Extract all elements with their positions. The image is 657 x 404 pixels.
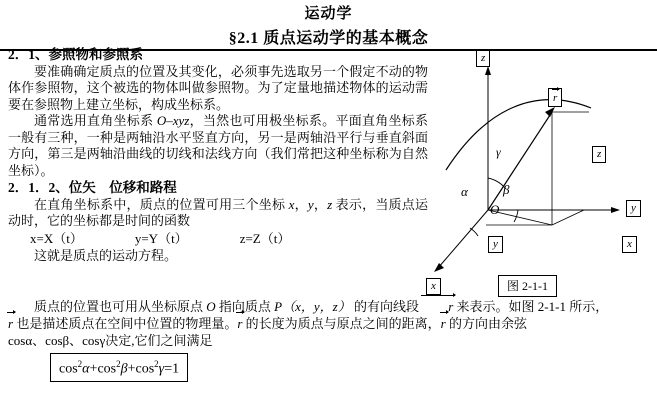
figure-2-1-1 (426, 50, 654, 300)
paragraph-3: 在直角坐标系中，质点的位置可用三个坐标 x，y，z 表示，当质点运动时，它的坐标都是时间的函数 (8, 196, 428, 228)
figure-label-x-right: x (622, 236, 637, 253)
formula-plus-2: + (127, 361, 136, 377)
paragraph-5-part-b: 指向质点 (215, 299, 275, 314)
page-title: 运动学 (304, 6, 353, 22)
cos-gamma-label: cosγ (82, 333, 106, 348)
paragraph-5-part-d: 来表示。如图 2-1-1 所示， (453, 299, 609, 314)
formula-plus-1: + (89, 361, 98, 377)
figure-angle-gamma: γ (496, 145, 501, 159)
figure-label-x-left: x (426, 278, 441, 295)
figure-label-y-right: y (626, 200, 641, 217)
paragraph-5-part-c: 的有向线段 (350, 299, 423, 314)
formula-sup-1: 2 (77, 359, 83, 369)
paragraph-6 (8, 315, 651, 332)
paragraph-5 (8, 298, 651, 315)
symbol-alpha: α (25, 333, 33, 348)
symbol-z: z (327, 196, 333, 212)
coordinate-system-name: O–xyz (156, 113, 190, 128)
equation-z: z=Z（t） (239, 230, 291, 246)
section-title: §2.1 质点运动学的基本概念 (228, 30, 429, 47)
symbol-x: x (288, 196, 295, 212)
symbol-beta: β (62, 333, 70, 348)
figure-caption: 图 2-1-1 (498, 275, 557, 297)
formula-one: 1 (172, 361, 180, 377)
figure-label-z-right: z (592, 146, 606, 163)
paragraph-5-part-a: 质点的位置也可用从坐标原点 (34, 299, 207, 314)
cos-beta-label: cosβ (45, 333, 70, 348)
formula-alpha: α (82, 361, 90, 377)
paragraph-2 (8, 113, 428, 179)
formula-sup-2: 2 (116, 359, 121, 369)
figure-r-vector-text: r (553, 92, 558, 104)
formula-cos-1: cos (59, 361, 78, 377)
formula-gamma: γ (158, 361, 165, 377)
paragraph-3-part-b: 表示，当质点运动时，它的坐标都是时间的函数 (8, 196, 428, 228)
paragraph-6-part-f: 的长度为质点与原点之间的距离， (242, 316, 441, 331)
symbol-gamma: γ (99, 333, 106, 348)
figure-label-z-top: z (476, 50, 490, 67)
equation-y: y=Y（t） (134, 230, 188, 246)
paragraph-6-part-g: 的方向由余弦 (445, 316, 527, 331)
cos-alpha-label: cosα (8, 333, 33, 348)
heading-1: 2．1、参照物和参照系 (8, 47, 143, 62)
symbol-vector-r-3: r (237, 316, 243, 331)
symbol-y: y (307, 196, 314, 212)
figure-label-vector-r (548, 88, 562, 107)
paragraph-7-tail: 决定,它们之间满足 (105, 333, 213, 348)
paragraph-6-part-e: 也是描述质点在空间中位置的物理量。 (13, 316, 238, 331)
paragraph-2-part-b: ，当然也可用极坐标系。平面直角坐标系一般有三种，一种是两轴沿水平竖直方向，另一是两轴沿平行与垂直斜面方向，第三是两轴沿曲线的切线和法线方向（我们常把这种坐标称为自然坐标）。 (8, 113, 428, 178)
left-text-column (8, 46, 428, 265)
boxed-formula (50, 353, 188, 382)
formula-beta: β (120, 361, 128, 377)
equation-x: x=X（t） (30, 230, 83, 246)
figure-angle-beta: β (503, 182, 510, 197)
figure-origin-label: O (490, 202, 500, 217)
paragraph-1: 要准确确定质点的位置及其变化，必须事先选取另一个假定不动的物体作参照物，这个被选的物体叫做参照物。为了定量地描述物体的运动需要在参照物上建立坐标，构成坐标系。 (8, 63, 428, 112)
figure-diagram (426, 50, 654, 300)
paragraph-7: cosα、cosβ、cosγ决定,它们之间满足 (8, 333, 213, 348)
symbol-origin: O (206, 299, 216, 314)
symbol-point-P: P（x，y，z） (274, 299, 351, 314)
symbol-vector-r-4: r (440, 316, 446, 331)
formula-sup-3: 2 (154, 359, 159, 369)
document-page (0, 2, 657, 404)
formula-cos-2: cos (97, 361, 117, 377)
formula-equals: = (164, 361, 173, 377)
symbol-vector-r-1: r (422, 298, 453, 315)
figure-angle-alpha: α (461, 184, 468, 199)
paragraph-2-part-a: 通常选用直角坐标系 (34, 113, 157, 128)
motion-equations (8, 231, 428, 248)
symbol-vector-r-2: r (8, 316, 14, 331)
formula-cos-3: cos (135, 361, 155, 377)
heading-2: 2．1．2、位矢 位移和路程 (8, 180, 177, 195)
bottom-text-block (8, 298, 651, 382)
paragraph-4: 这就是质点的运动方程。 (34, 248, 178, 263)
paragraph-3-part-a: 在直角坐标系中，质点的位置可用三个坐标 (34, 196, 289, 212)
figure-label-y-bottom: y (488, 236, 503, 253)
